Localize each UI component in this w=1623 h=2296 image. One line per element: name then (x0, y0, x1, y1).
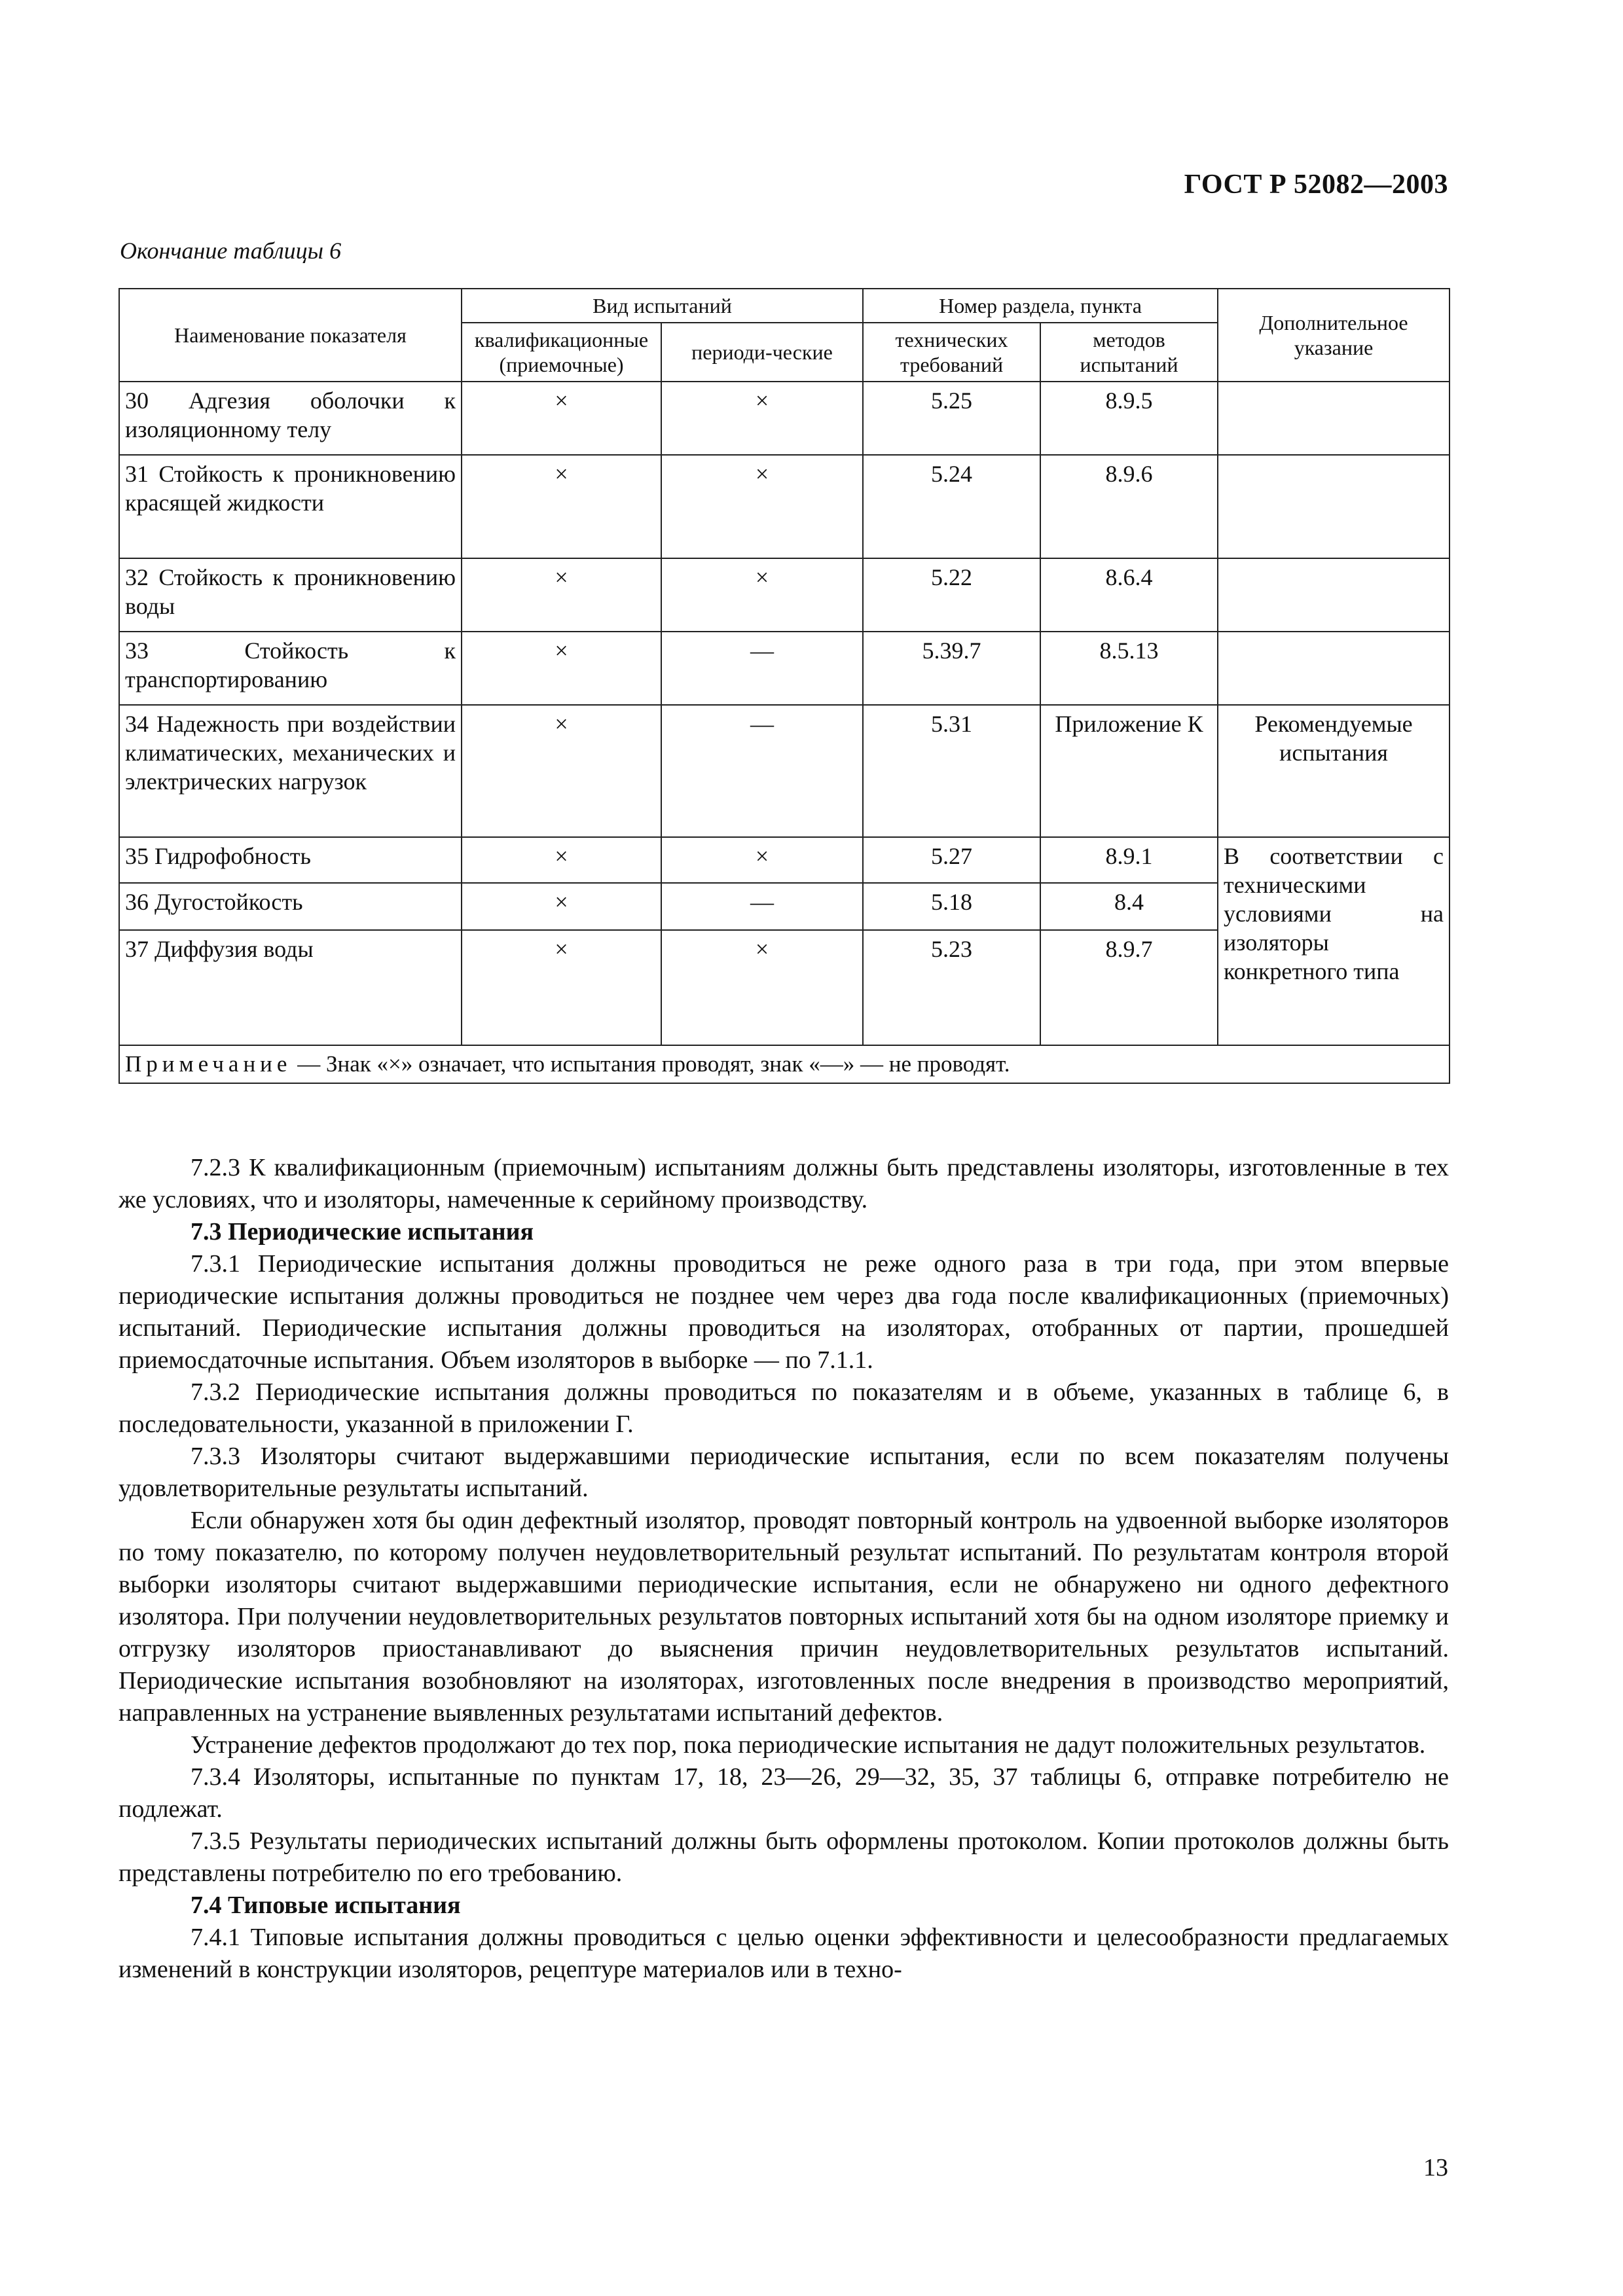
row-name: 31 Стойкость к проникновению красящей жидкости (119, 455, 462, 558)
row-tech: 5.39.7 (863, 632, 1040, 705)
row-period: × (661, 455, 863, 558)
row-qual: × (462, 837, 661, 883)
table-row (119, 837, 1450, 883)
row-extra-merged: В соответствии с техническими условиями на изоляторы конкретного типа (1218, 837, 1450, 1045)
document-header: ГОСТ Р 52082—2003 (1184, 170, 1448, 200)
paragraph-7-3-3-b: Если обнаружен хотя бы один дефектный изолятор, проводят повторный контроль на удвоенной выборке изоляторов по тому показателю, по которому получен неудовлетворительный результат испытаний. По результатам контроля второй выборки изоляторы считают выдержавшими периодические испытания, если не обнаружено ни одного дефектного изолятора. При получении неудовлетворительных результатов повторных испытаний хотя бы на одном изоляторе приемку и отгрузку изоляторов приостанавливают до выяснения причин неудовлетворительных результатов испытаний. Периодические испытания возобновляют на изоляторах, изготовленных после внедрения в производство мероприятий, направленных на устранение выявленных результатами испытаний дефектов. (119, 1507, 1449, 1727)
row-tech: 5.23 (863, 930, 1040, 1045)
row-tech: 5.31 (863, 705, 1040, 837)
header-name: Наименование показателя (119, 289, 462, 382)
row-qual: × (462, 883, 661, 930)
row-period: × (661, 382, 863, 455)
row-method: 8.9.5 (1040, 382, 1218, 455)
paragraph-7-2-3: 7.2.3 К квалификационным (приемочным) испытаниям должны быть представлены изоляторы, изготовленные в тех же условиях, что и изоляторы, намеченные к серийному производству. (119, 1154, 1449, 1213)
header-section: Номер раздела, пункта (863, 289, 1218, 323)
row-name: 37 Диффузия воды (119, 930, 462, 1045)
row-method: 8.9.1 (1040, 837, 1218, 883)
row-period: — (661, 883, 863, 930)
heading-7-4: 7.4 Типовые испытания (191, 1892, 461, 1919)
header-test-methods: методов испытаний (1040, 323, 1218, 382)
row-tech: 5.25 (863, 382, 1040, 455)
table-row (119, 455, 1450, 558)
row-name: 33 Стойкость к транспортированию (119, 632, 462, 705)
table-note-row (119, 1045, 1450, 1083)
paragraph-7-3-1: 7.3.1 Периодические испытания должны проводиться не реже одного раза в три года, при этом впервые периодические испытания должны проводиться не позднее чем через два года после квалификационных (приемочных) испытаний. Периодические испытания должны проводиться на изоляторах, отобранных от партии, прошедшей приемосдаточные испытания. Объем изоляторов в выборке — по 7.1.1. (119, 1250, 1449, 1374)
row-method: Приложение К (1040, 705, 1218, 837)
row-qual: × (462, 455, 661, 558)
body-text (119, 1152, 1449, 1986)
row-method: 8.9.7 (1040, 930, 1218, 1045)
row-qual: × (462, 930, 661, 1045)
row-period: — (661, 632, 863, 705)
row-name: 35 Гидрофобность (119, 837, 462, 883)
paragraph-7-3-2: 7.3.2 Периодические испытания должны проводиться по показателям и в объеме, указанных в таблице 6, в последовательности, указанной в приложении Г. (119, 1378, 1449, 1438)
row-qual: × (462, 558, 661, 632)
heading-7-3: 7.3 Периодические испытания (191, 1218, 534, 1246)
row-extra: Рекомендуемые испытания (1218, 705, 1450, 837)
row-extra (1218, 382, 1450, 455)
row-extra (1218, 632, 1450, 705)
paragraph-7-3-4: 7.3.4 Изоляторы, испытанные по пунктам 17, 18, 23—26, 29—32, 35, 37 таблицы 6, отправке потребителю не подлежат. (119, 1763, 1449, 1823)
table-caption: Окончание таблицы 6 (120, 238, 342, 264)
header-periodic: периоди-ческие (661, 323, 863, 382)
row-tech: 5.22 (863, 558, 1040, 632)
table-row (119, 382, 1450, 455)
row-name: 36 Дугостойкость (119, 883, 462, 930)
header-extra: Дополнительное указание (1218, 289, 1450, 382)
table-row (119, 705, 1450, 837)
row-period: × (661, 837, 863, 883)
row-tech: 5.24 (863, 455, 1040, 558)
paragraph-7-3-5: 7.3.5 Результаты периодических испытаний должны быть оформлены протоколом. Копии протоколов должны быть представлены потребителю по его требованию. (119, 1827, 1449, 1887)
row-method: 8.5.13 (1040, 632, 1218, 705)
page-number: 13 (1423, 2154, 1448, 2181)
table-note (119, 1045, 1450, 1083)
row-period: × (661, 558, 863, 632)
row-period: — (661, 705, 863, 837)
header-qualification: квалификационные (приемочные) (462, 323, 661, 382)
row-tech: 5.27 (863, 837, 1040, 883)
row-name: 30 Адгезия оболочки к изоляционному телу (119, 382, 462, 455)
row-extra (1218, 558, 1450, 632)
row-name: 34 Надежность при воздействии климатических, механических и электрических нагрузок (119, 705, 462, 837)
row-extra (1218, 455, 1450, 558)
row-method: 8.6.4 (1040, 558, 1218, 632)
paragraph-7-4-1: 7.4.1 Типовые испытания должны проводиться с целью оценки эффективности и целесообразности предлагаемых изменений в конструкции изоляторов, рецептуре материалов или в техно- (119, 1924, 1449, 1983)
row-tech: 5.18 (863, 883, 1040, 930)
row-name: 32 Стойкость к проникновению воды (119, 558, 462, 632)
paragraph-7-3-3: 7.3.3 Изоляторы считают выдержавшими периодические испытания, если по всем показателям получены удовлетворительные результаты испытаний. (119, 1443, 1449, 1502)
note-label: Примечание (125, 1051, 292, 1077)
table-header-row-1 (119, 289, 1450, 323)
table-row (119, 632, 1450, 705)
header-test-type: Вид испытаний (462, 289, 863, 323)
row-period: × (661, 930, 863, 1045)
header-tech-requirements: технических требований (863, 323, 1040, 382)
row-qual: × (462, 382, 661, 455)
table-row (119, 558, 1450, 632)
paragraph-7-3-3-c: Устранение дефектов продолжают до тех пор, пока периодические испытания не дадут положительных результатов. (191, 1731, 1426, 1759)
row-qual: × (462, 632, 661, 705)
table-6 (119, 288, 1450, 1084)
row-method: 8.9.6 (1040, 455, 1218, 558)
row-method: 8.4 (1040, 883, 1218, 930)
row-qual: × (462, 705, 661, 837)
note-text: — Знак «×» означает, что испытания проводят, знак «—» — не проводят. (291, 1051, 1010, 1077)
